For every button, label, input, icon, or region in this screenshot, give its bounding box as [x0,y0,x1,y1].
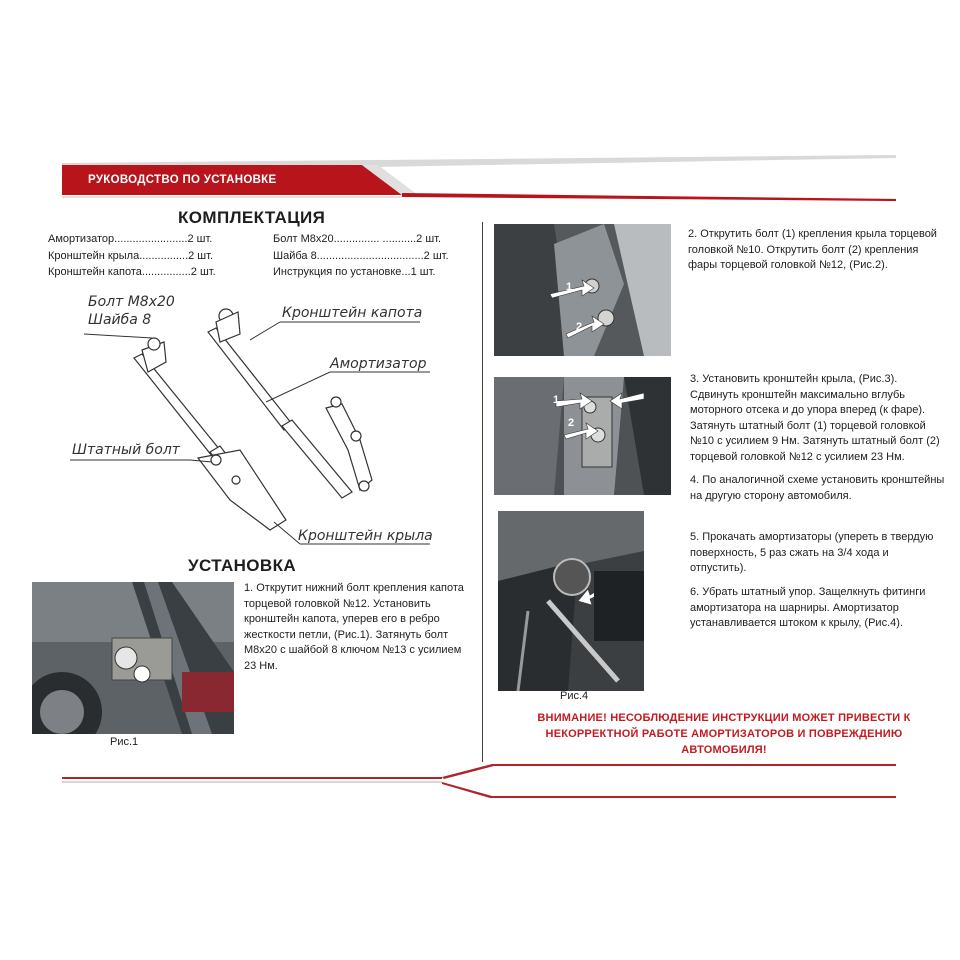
step-2: 2. Открутить болт (1) крепления крыла торцевой головкой №10. Открутить болт (2) крепления фары торцевой головкой №12, (Рис.2). [688,228,937,271]
label-bolt: Болт М8х20 [88,294,175,310]
kit-title: КОМПЛЕКТАЦИЯ [178,208,326,227]
photo-fig2 [494,224,671,356]
caption-fig3: Рис.3 [568,494,597,506]
marker-2-fig3: 2 [568,417,575,429]
marker-1-fig3: 1 [553,394,560,406]
kit-list-left [48,231,216,281]
kit-item: Болт М8х20............... ...........2 шт. [273,233,442,245]
parts-diagram [60,290,440,552]
warning-line: ВНИМАНИЕ! НЕСОБЛЮДЕНИЕ ИНСТРУКЦИИ МОЖЕТ ПРИВЕСТИ К [537,712,911,724]
kit-item: Кронштейн крыла................2 шт. [48,249,213,262]
photo-fig3 [494,377,671,495]
warning-line: НЕКОРРЕКТНОЙ РАБОТЕ АМОРТИЗАТОРОВ И ПОВРЕЖДЕНИЮ [545,728,903,740]
label-std-bolt: Штатный болт [72,442,180,458]
step-6: 6. Убрать штатный упор. Защелкнуть фитинги амортизатора на шарниры. Амортизатор устанавливается штоком к крылу, (Рис.4). [690,586,926,629]
install-title: УСТАНОВКА [188,556,297,575]
footer-rules [62,760,896,804]
kit-list-right [273,231,449,281]
kit-item: Амортизатор........................2 шт. [48,233,213,245]
kit-item: Инструкция по установке...1 шт. [273,266,436,278]
label-washer: Шайба 8 [88,312,152,328]
caption-fig2: Рис.2 [566,355,595,367]
kit-item: Кронштейн капота................2 шт. [48,266,216,278]
warning-line: АВТОМОБИЛЯ! [681,744,767,756]
photo-fig1 [32,582,234,734]
kit-item: Шайба 8...................................2 шт. [273,249,449,262]
marker-1-fig2: 1 [566,281,573,293]
caption-fig1: Рис.1 [110,736,139,748]
label-shock: Амортизатор [330,356,427,372]
column-divider [482,222,483,762]
label-hood-bracket: Кронштейн капота [282,305,423,321]
marker-2-fig2: 2 [576,321,583,333]
step-1: 1. Открутит нижний болт крепления капота торцевой головкой №12. Установить кронштейн капота, уперев его в ребро жесткости петли, (Рис.1). Затянуть болт М8х20 с шайбой 8 ключом №13 с усилием 23 Нм. [244,582,464,672]
header-title: РУКОВОДСТВО ПО УСТАНОВКЕ [88,174,277,186]
step-3: 3. Установить кронштейн крыла, (Рис.3). Сдвинуть кронштейн максимально вглубь моторного отсека и до упора вперед (к фаре). Затянуть штатный болт (1) торцевой головкой №10 с усилием 9 Нм. Затянуть штатный болт (2) торцевой головкой №12 с усилием 23 Нм. [690,373,940,463]
warning-text [498,710,950,758]
photo-fig4 [498,511,644,691]
label-fender-bracket: Кронштейн крыла [298,528,433,544]
step-4: 4. По аналогичной схеме установить кронштейны на другую сторону автомобиля. [690,474,945,502]
caption-fig4: Рис.4 [560,690,589,702]
step-5: 5. Прокачать амортизаторы (упереть в твердую поверхность, 5 раз сжать на 3/4 хода и отпустить). [690,531,934,574]
